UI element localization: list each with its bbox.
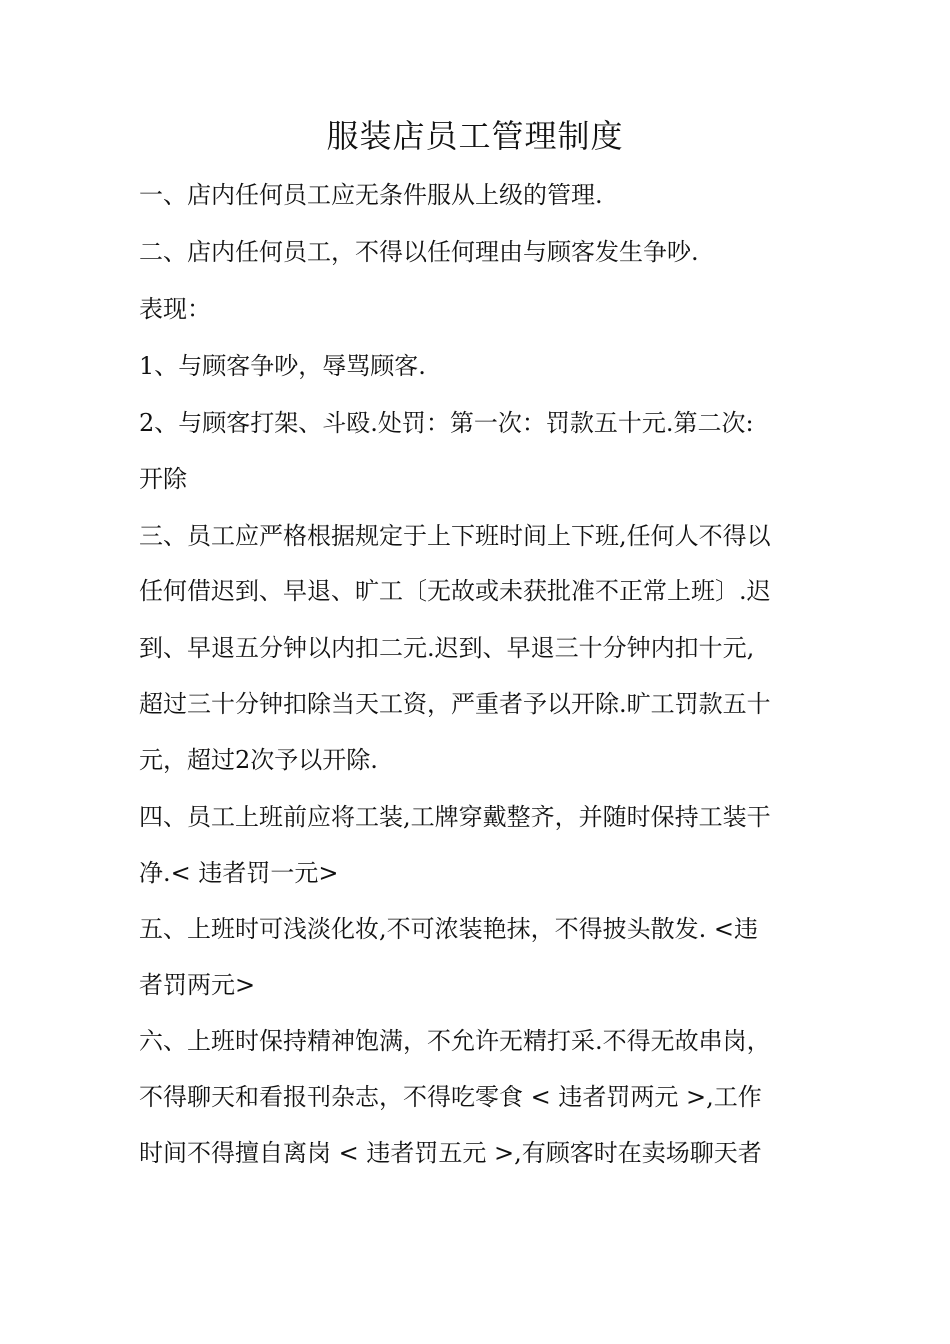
text-line: 任何借迟到、早退、旷工〔无故或未获批准不正常上班〕.迟 [139,577,771,605]
text-line: 三、员工应严格根据规定于上下班时间上下班,任何人不得以 [139,522,771,550]
text-line: 时间不得擅自离岗 < 违者罚五元 >,有顾客时在卖场聊天者 [139,1139,762,1167]
text-line: 开除 [139,465,187,493]
text-line: 表现： [139,295,211,323]
text-line: 六、上班时保持精神饱满，不允许无精打采.不得无故串岗， [139,1027,771,1055]
document-title: 服装店员工管理制度 [326,117,624,155]
text-line: 到、早退五分钟以内扣二元.迟到、早退三十分钟内扣十元, [139,634,755,662]
text-line: 二、店内任何员工，不得以任何理由与顾客发生争吵. [139,238,699,266]
text-line: 超过三十分钟扣除当天工资，严重者予以开除.旷工罚款五十 [139,690,771,718]
text-line: 不得聊天和看报刊杂志，不得吃零食 < 违者罚两元 >,工作 [139,1083,762,1111]
text-line: 净.< 违者罚一元> [139,859,339,887]
text-line: 1、与顾客争吵，辱骂顾客. [139,352,426,380]
text-line: 元，超过2次予以开除. [139,746,378,774]
text-line: 四、员工上班前应将工装,工牌穿戴整齐，并随时保持工装干 [139,803,771,831]
text-line: 2、与顾客打架、斗殴.处罚：第一次：罚款五十元.第二次: [139,409,754,437]
text-line: 一、店内任何员工应无条件服从上级的管理. [139,181,603,209]
text-line: 五、上班时可浅淡化妆,不可浓装艳抹，不得披头散发. <违 [139,915,758,943]
text-line: 者罚两元> [139,971,256,999]
